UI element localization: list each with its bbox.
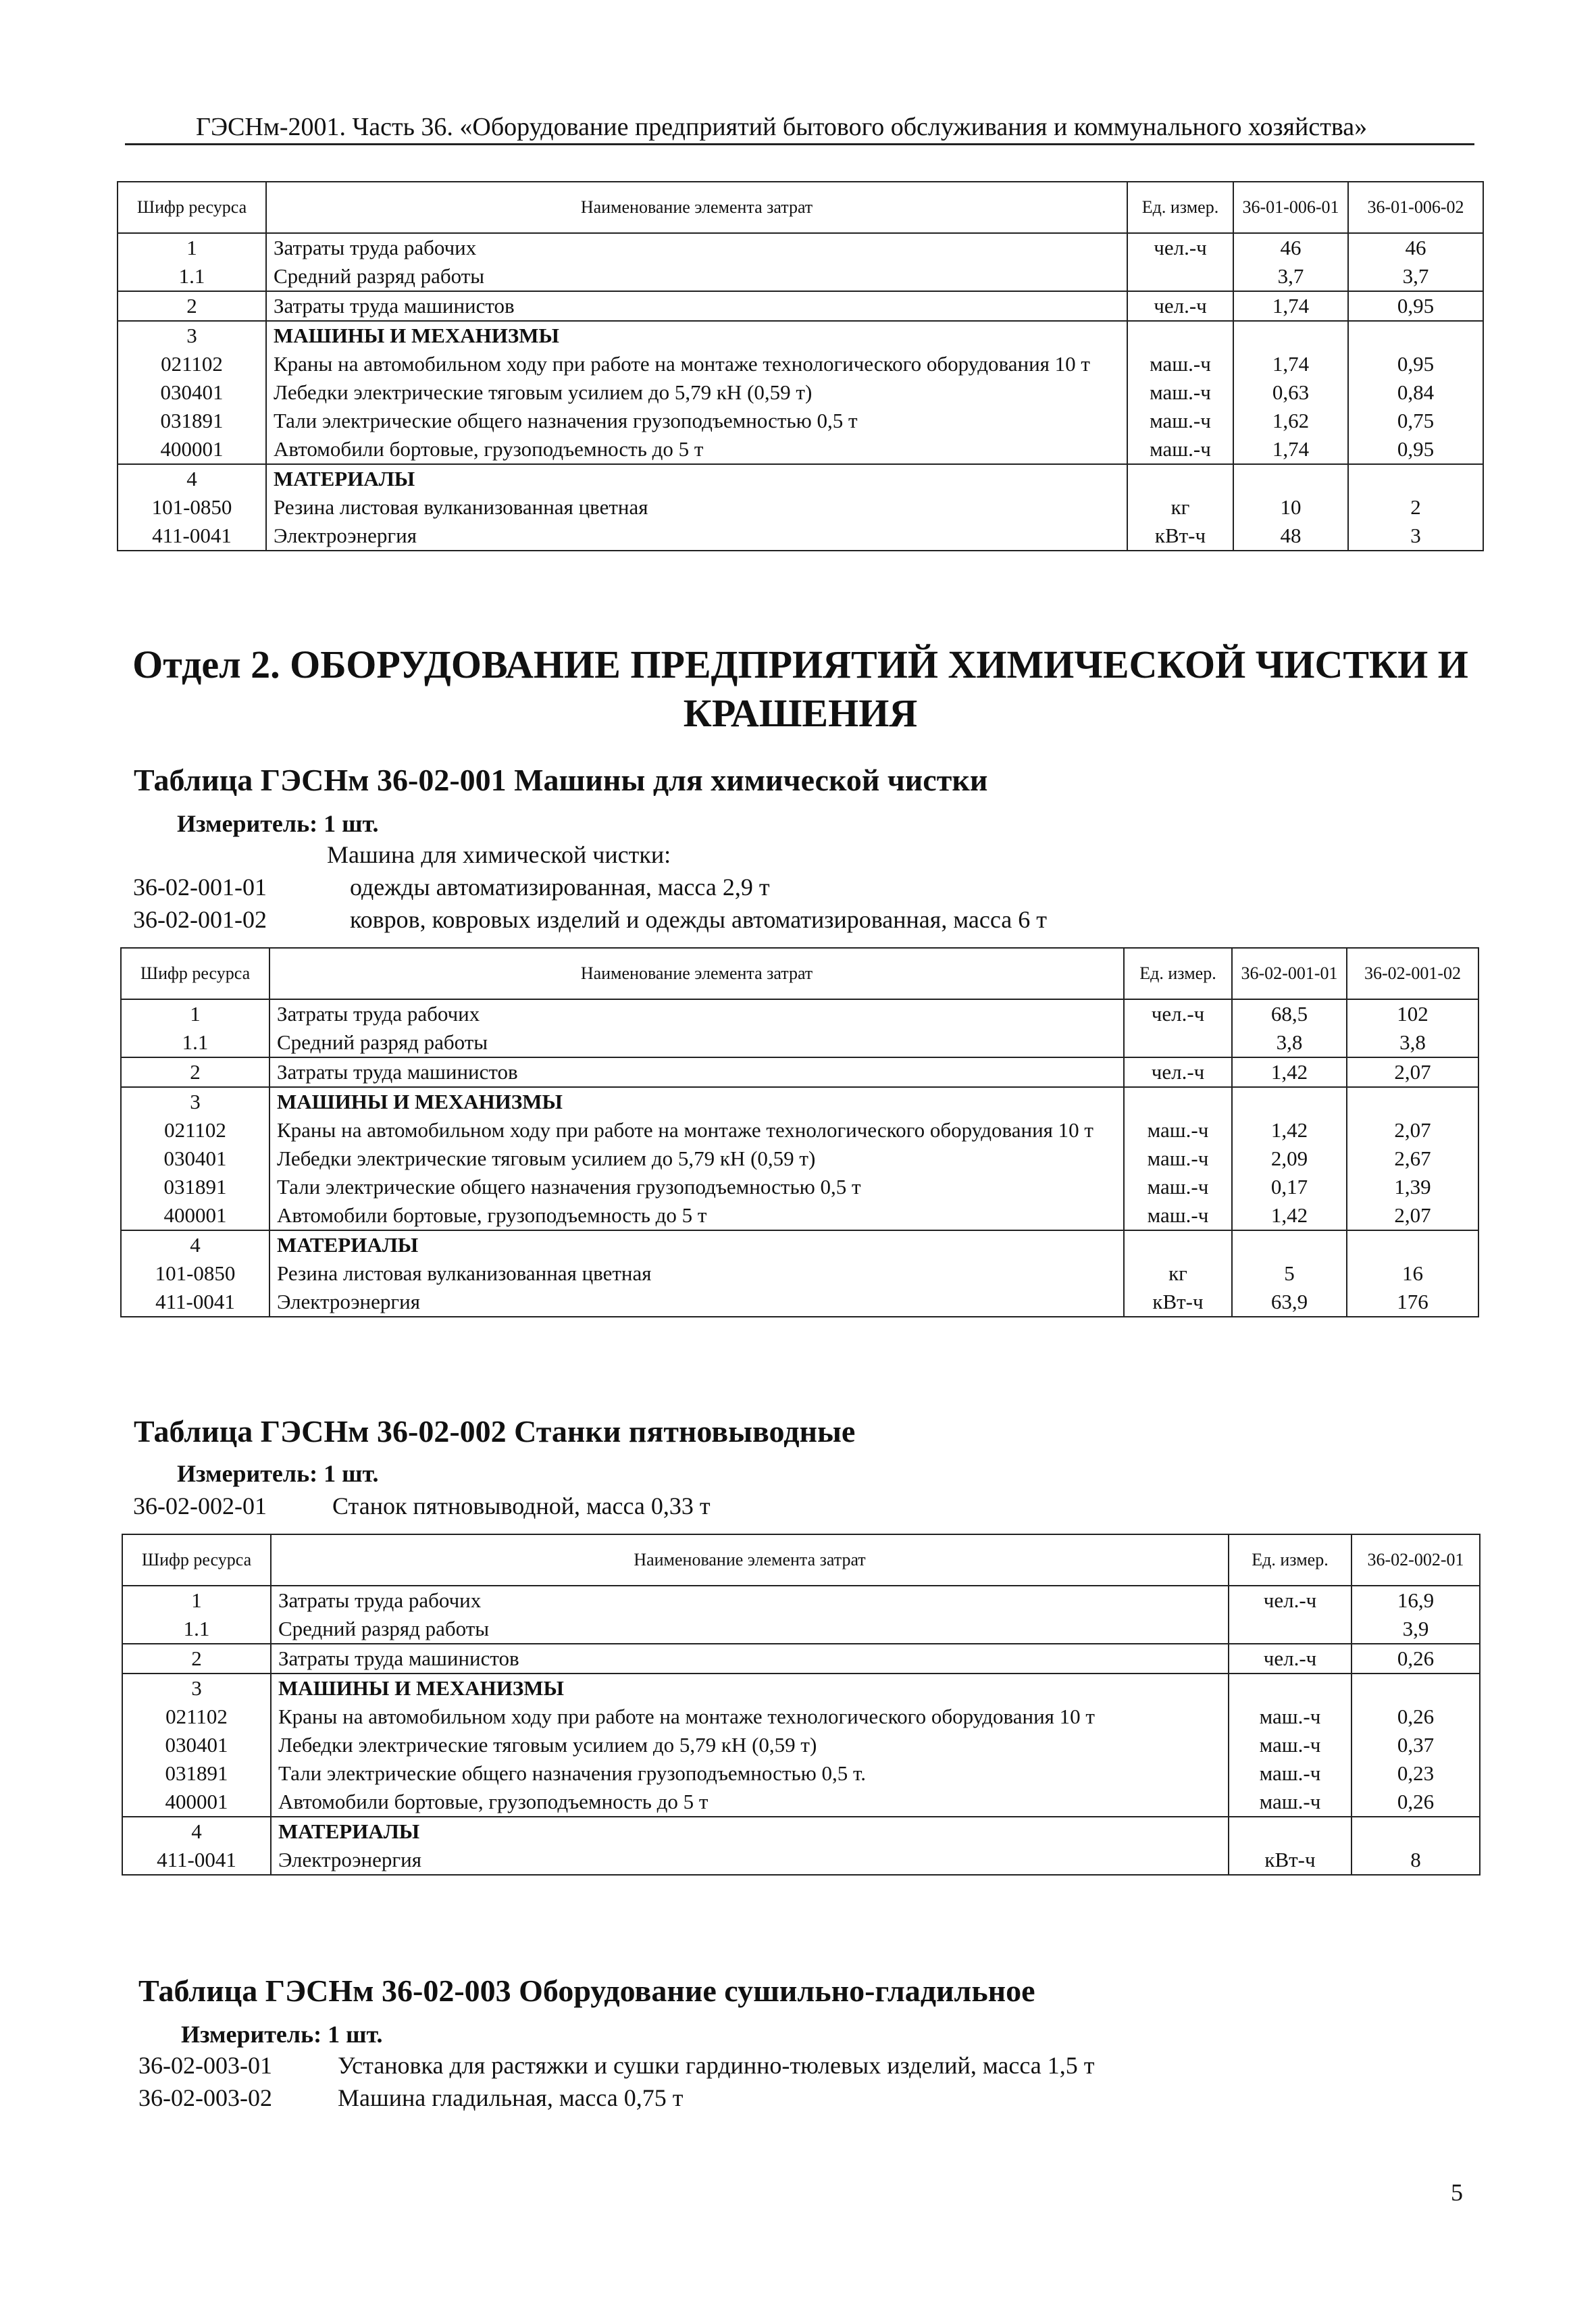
section-row-materials: 4 МАТЕРИАЛЫ <box>118 464 1483 493</box>
table-row: 101-0850 Резина листовая вулканизованная цветная кг 10 2 <box>118 493 1483 522</box>
measure-label: Измеритель: 1 шт. <box>181 2021 383 2048</box>
section-heading: Отдел 2. ОБОРУДОВАНИЕ ПРЕДПРИЯТИЙ ХИМИЧЕСКОЙ ЧИСТКИ И КРАШЕНИЯ <box>132 643 1468 735</box>
table-row: 021102 Краны на автомобильном ходу при работе на монтаже технологического оборудования 10 т маш.-ч 1,42 2,07 <box>121 1116 1478 1145</box>
table-row: 030401 Лебедки электрические тяговым усилием до 5,79 кН (0,59 т) маш.-ч 0,63 0,84 <box>118 378 1483 407</box>
table-row: 411-0041 Электроэнергия кВт-ч 63,9 176 <box>121 1288 1478 1317</box>
header-code: Шифр ресурса <box>118 182 266 233</box>
table-row: 2 Затраты труда машинистов чел.-ч 1,42 2,07 <box>121 1057 1478 1087</box>
table-row: 1.1 Средний разряд работы 3,7 3,7 <box>118 262 1483 291</box>
table-row: 030401 Лебедки электрические тяговым усилием до 5,79 кН (0,59 т) маш.-ч 2,09 2,67 <box>121 1145 1478 1173</box>
item-code: 36-02-002-01 <box>133 1492 267 1519</box>
header-name: Наименование элемента затрат <box>269 948 1124 999</box>
section-row-machines: 3 МАШИНЫ И МЕХАНИЗМЫ <box>118 321 1483 350</box>
table-row: 411-0041 Электроэнергия кВт-ч 48 3 <box>118 522 1483 551</box>
item-text: одежды автоматизированная, масса 2,9 т <box>350 874 770 901</box>
resource-table-36-02-001 <box>120 947 1479 1317</box>
item-code: 36-02-001-01 <box>133 874 267 901</box>
resource-table-36-01-006 <box>117 181 1484 551</box>
header-unit: Ед. измер. <box>1127 182 1233 233</box>
section-row-machines: 3 МАШИНЫ И МЕХАНИЗМЫ <box>121 1087 1478 1116</box>
item-text: Установка для растяжки и сушки гардинно-тюлевых изделий, масса 1,5 т <box>338 2052 1095 2079</box>
header-code: Шифр ресурса <box>122 1534 271 1586</box>
header-code: Шифр ресурса <box>121 948 269 999</box>
table-row: 2 Затраты труда машинистов чел.-ч 0,26 <box>122 1644 1480 1674</box>
section-row-materials: 4 МАТЕРИАЛЫ <box>121 1230 1478 1259</box>
table-row: 400001 Автомобили бортовые, грузоподъемность до 5 т маш.-ч 1,42 2,07 <box>121 1201 1478 1230</box>
item-code: 36-02-003-02 <box>138 2084 272 2111</box>
header-col-a: 36-02-001-01 <box>1232 948 1347 999</box>
measure-label: Измеритель: 1 шт. <box>177 810 379 837</box>
table-row: 101-0850 Резина листовая вулканизованная цветная кг 5 16 <box>121 1259 1478 1288</box>
item-code: 36-02-001-02 <box>133 906 267 933</box>
header-col-b: 36-02-001-02 <box>1347 948 1478 999</box>
intro-text: Машина для химической чистки: <box>327 841 671 868</box>
page-number: 5 <box>1451 2179 1463 2206</box>
resource-table-36-02-002 <box>122 1534 1481 1876</box>
section-row-materials: 4 МАТЕРИАЛЫ <box>122 1817 1480 1846</box>
table-row: 030401 Лебедки электрические тяговым усилием до 5,79 кН (0,59 т) маш.-ч 0,37 <box>122 1731 1480 1759</box>
item-text: Машина гладильная, масса 0,75 т <box>338 2084 684 2111</box>
header-col-b: 36-01-006-02 <box>1348 182 1483 233</box>
table-row: 031891 Тали электрические общего назначения грузоподъемностью 0,5 т. маш.-ч 0,23 <box>122 1759 1480 1788</box>
header-name: Наименование элемента затрат <box>271 1534 1229 1586</box>
table-row: 2 Затраты труда машинистов чел.-ч 1,74 0,95 <box>118 291 1483 321</box>
table-title-36-02-001: Таблица ГЭСНм 36-02-001 Машины для химической чистки <box>134 763 988 797</box>
table-row: 021102 Краны на автомобильном ходу при работе на монтаже технологического оборудования 10 т маш.-ч 0,26 <box>122 1703 1480 1731</box>
header-col-a: 36-01-006-01 <box>1233 182 1348 233</box>
header-unit: Ед. измер. <box>1229 1534 1352 1586</box>
table-row: 400001 Автомобили бортовые, грузоподъемность до 5 т маш.-ч 1,74 0,95 <box>118 435 1483 464</box>
table-row: 1.1 Средний разряд работы 3,9 <box>122 1615 1480 1644</box>
table-row: 1 Затраты труда рабочих чел.-ч 16,9 <box>122 1586 1480 1615</box>
table-row: 031891 Тали электрические общего назначения грузоподъемностью 0,5 т маш.-ч 1,62 0,75 <box>118 407 1483 435</box>
table-row: 021102 Краны на автомобильном ходу при работе на монтаже технологического оборудования 10 т маш.-ч 1,74 0,95 <box>118 350 1483 378</box>
section-row-machines: 3 МАШИНЫ И МЕХАНИЗМЫ <box>122 1674 1480 1703</box>
header-rule <box>125 143 1474 145</box>
table-row: 411-0041 Электроэнергия кВт-ч 8 <box>122 1846 1480 1875</box>
table-row: 400001 Автомобили бортовые, грузоподъемность до 5 т маш.-ч 0,26 <box>122 1788 1480 1817</box>
item-code: 36-02-003-01 <box>138 2052 272 2079</box>
item-text: Станок пятновыводной, масса 0,33 т <box>332 1492 711 1519</box>
table-row: 1.1 Средний разряд работы 3,8 3,8 <box>121 1028 1478 1057</box>
header-col-a: 36-02-002-01 <box>1352 1534 1480 1586</box>
table-row: 1 Затраты труда рабочих чел.-ч 68,5 102 <box>121 999 1478 1028</box>
running-header: ГЭСНм-2001. Часть 36. «Оборудование предприятий бытового обслуживания и коммунального хозяйства» <box>196 113 1368 141</box>
header-name: Наименование элемента затрат <box>266 182 1127 233</box>
table-title-36-02-003: Таблица ГЭСНм 36-02-003 Оборудование сушильно-гладильное <box>138 1973 1035 2008</box>
header-unit: Ед. измер. <box>1124 948 1232 999</box>
item-text: ковров, ковровых изделий и одежды автоматизированная, масса 6 т <box>350 906 1047 933</box>
table-row: 031891 Тали электрические общего назначения грузоподъемностью 0,5 т маш.-ч 0,17 1,39 <box>121 1173 1478 1201</box>
table-title-36-02-002: Таблица ГЭСНм 36-02-002 Станки пятновыводные <box>134 1414 856 1449</box>
measure-label: Измеритель: 1 шт. <box>177 1460 379 1487</box>
table-row: 1 Затраты труда рабочих чел.-ч 46 46 <box>118 233 1483 262</box>
